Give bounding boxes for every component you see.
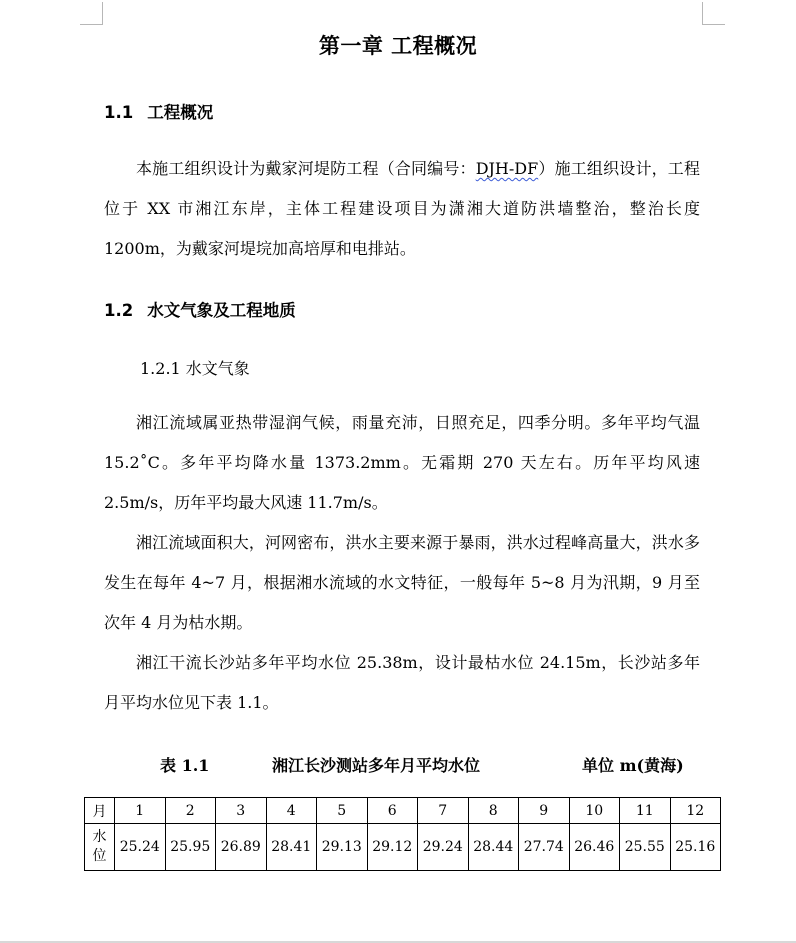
level-cell: 25.95 [165, 824, 216, 871]
section-number: 1.1 [104, 103, 134, 122]
month-cell: 7 [418, 798, 469, 824]
section-1-1-heading [104, 99, 213, 123]
table-row-levels [85, 824, 721, 871]
section-number: 1.2 [104, 301, 134, 320]
month-cell: 11 [620, 798, 671, 824]
level-cell: 28.41 [266, 824, 317, 871]
paragraph-climate: 湘江流域属亚热带湿润气候，雨量充沛，日照充足，四季分明。多年平均气温 15.2˚C。多年平均降水量 1373.2mm。无霜期 270 天左右。历年平均风速 2.5m/s，历年平均最大风速 11.7m/s。 [104, 413, 700, 512]
paragraph-project-overview: 本施工组织设计为戴家河堤防工程（合同编号：DJH-DF）施工组织设计，工程位于 XX 市湘江东岸，主体工程建设项目为潇湘大道防洪墙整治，整治长度 1200m，为戴家河堤垸加高培厚和电排站。 [104, 159, 700, 258]
row-header-month: 月 [85, 798, 115, 824]
level-cell: 29.13 [317, 824, 368, 871]
level-cell: 29.12 [367, 824, 418, 871]
month-cell: 8 [468, 798, 519, 824]
month-cell: 4 [266, 798, 317, 824]
level-cell: 29.24 [418, 824, 469, 871]
subsection-1-2-1-heading: 1.2.1 水文气象 [140, 359, 250, 378]
level-cell: 27.74 [519, 824, 570, 871]
paragraph-water-level: 湘江干流长沙站多年平均水位 25.38m，设计最枯水位 24.15m，长沙站多年月平均水位见下表 1.1。 [104, 653, 700, 712]
row-header-water-level: 水位 [85, 824, 115, 871]
table-caption-number: 表 1.1 [160, 756, 210, 775]
month-cell: 2 [165, 798, 216, 824]
section-1-2-heading [104, 297, 296, 321]
section-title: 水文气象及工程地质 [147, 301, 296, 320]
level-cell: 26.46 [569, 824, 620, 871]
table-caption-unit: 单位 m(黄海) [582, 756, 684, 775]
month-cell: 6 [367, 798, 418, 824]
month-cell: 9 [519, 798, 570, 824]
page-corner-mark-top-right [702, 2, 725, 25]
paragraph-flood: 湘江流域面积大，河网密布，洪水主要来源于暴雨，洪水过程峰高量大，洪水多发生在每年 4~7 月，根据湘水流域的水文特征，一般每年 5~8 月为汛期，9 月至次年 4 月为枯水期。 [104, 533, 700, 632]
month-cell: 5 [317, 798, 368, 824]
level-cell: 25.24 [115, 824, 166, 871]
level-cell: 25.55 [620, 824, 671, 871]
month-cell: 10 [569, 798, 620, 824]
table-row-months [85, 798, 721, 824]
level-cell: 28.44 [468, 824, 519, 871]
level-cell: 26.89 [216, 824, 267, 871]
water-level-table [84, 797, 721, 871]
month-cell: 3 [216, 798, 267, 824]
chapter-title: 第一章 工程概况 [318, 33, 478, 58]
page-corner-mark-top-left [80, 2, 103, 25]
contract-code: DJH-DF [475, 159, 539, 178]
level-cell: 25.16 [670, 824, 721, 871]
section-title: 工程概况 [147, 103, 214, 122]
month-cell: 1 [115, 798, 166, 824]
month-cell: 12 [670, 798, 721, 824]
table-caption-title: 湘江长沙测站多年月平均水位 [272, 756, 481, 775]
